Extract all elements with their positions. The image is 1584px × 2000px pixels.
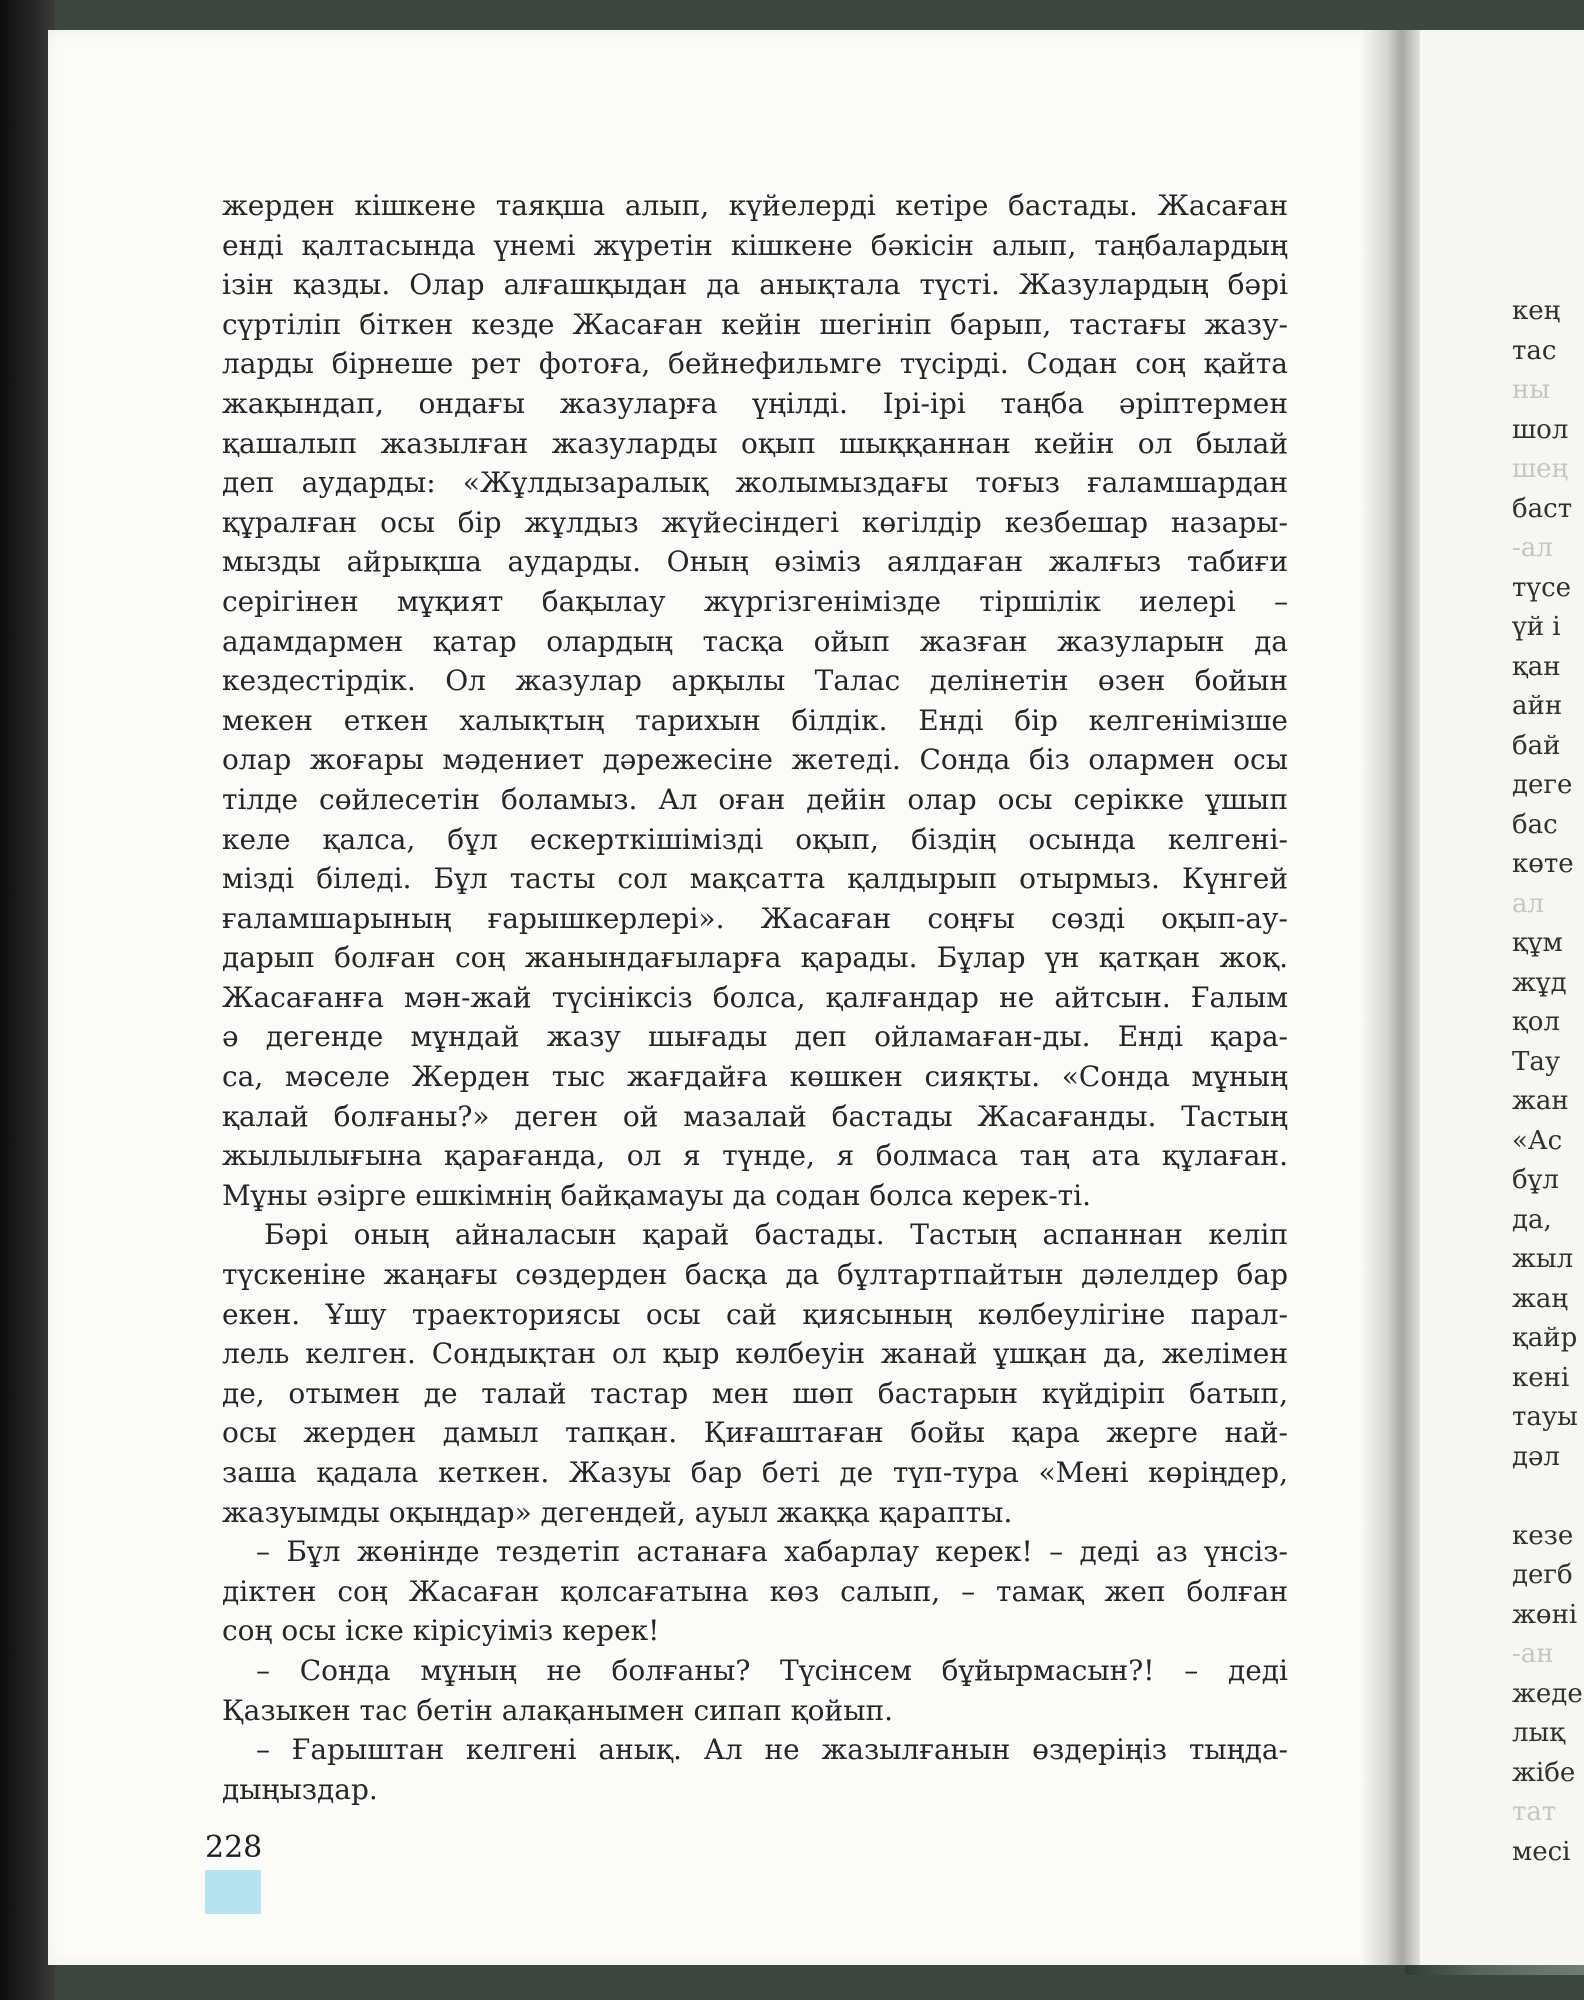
facing-text-fragment: жібе — [1512, 1757, 1576, 1788]
text-line: мызды айрықша аударды. Оның өзіміз аялдаған жалғыз табиғи — [222, 545, 1288, 579]
text-line: жазуымды оқыңдар» дегендей, ауыл жаққа қарапты. — [222, 1495, 1013, 1529]
text-line: де, отымен де талай тастар мен шөп бастарын күйдіріп батып, — [222, 1376, 1288, 1410]
text-line: адамдармен қатар олардың тасқа ойып жазған жазуларын да — [222, 624, 1288, 658]
text-line: мекен еткен халықтың тарихын білдік. Енді бір келгенімізше — [222, 703, 1288, 737]
facing-text-fragment: үй і — [1512, 612, 1561, 642]
text-line: соң осы іске кірісуіміз керек! — [222, 1614, 660, 1648]
facing-text-fragment: тат — [1512, 1797, 1557, 1827]
facing-text-fragment: кені — [1512, 1362, 1570, 1393]
facing-text-fragment: түсе — [1512, 572, 1572, 603]
facing-text-fragment: да, — [1512, 1204, 1552, 1235]
text-line: ә дегенде мұндай жазу шығады деп ойламаған-ды. Енді қара- — [222, 1020, 1288, 1054]
facing-text-fragment: жұд — [1512, 967, 1567, 998]
book-gutter — [1360, 30, 1420, 1965]
facing-text-fragment: лық — [1512, 1718, 1565, 1748]
text-line: жерден кішкене таяқша алып, күйелерді кетіре бастады. Жасаған — [222, 189, 1288, 222]
facing-text-fragment: жан — [1512, 1086, 1569, 1116]
text-line: Мұны әзірге ешкімнің байқамауы да содан болса керек-ті. — [222, 1178, 1092, 1212]
facing-text-fragment: дегб — [1512, 1560, 1573, 1590]
facing-text-fragment: шең — [1512, 454, 1569, 484]
text-line: – Ғарыштан келгені анық. Ал не жазылғанын өздеріңіз тыңда- — [256, 1733, 1288, 1767]
book-page-right-partial — [1420, 30, 1584, 1965]
text-line: серігінен мұқият бақылау жүргізгенімізде тіршілік иелері – — [222, 584, 1288, 618]
text-line: енді қалтасында үнемі жүретін кішкене бәкісін алып, таңбалардың — [222, 228, 1288, 262]
facing-text-fragment: қайр — [1512, 1323, 1578, 1353]
facing-text-fragment: кезе — [1512, 1520, 1574, 1551]
text-line: деп аударды: «Жұлдызаралық жолымыздағы тоғыз ғаламшардан — [222, 466, 1288, 500]
text-line: осы жерден дамыл тапқан. Қиғаштаған бойы қара жерге най- — [222, 1416, 1288, 1450]
text-line: заша қадала кеткен. Жазуы бар беті де түп-тура «Мені көріңдер, — [222, 1456, 1288, 1489]
text-line: лель келген. Сондықтан ол қыр көлбеуін жанай ұшқан да, желімен — [222, 1337, 1288, 1371]
facing-text-fragment: дәл — [1512, 1441, 1560, 1472]
facing-text-fragment: ал — [1512, 888, 1545, 919]
facing-text-fragment — [1512, 1477, 1583, 1517]
facing-text-fragment: қол — [1512, 1007, 1560, 1037]
facing-text-fragment: жөні — [1512, 1599, 1578, 1630]
facing-text-fragment: бұл — [1512, 1165, 1559, 1195]
text-line: са, мәселе Жерден тыс жағдайға көшкен сияқты. «Сонда мұның — [222, 1060, 1288, 1094]
facing-text-fragment: көте — [1512, 849, 1574, 879]
facing-text-fragment: бас — [1512, 809, 1558, 840]
text-line: ізін қазды. Олар алғашқыдан да анықтала түсті. Жазулардың бәрі — [222, 268, 1288, 302]
text-line: қалай болғаны?» деген ой мазалай бастады Жасағанды. Тастың — [222, 1099, 1288, 1133]
text-line: – Бұл жөнінде тездетіп астанаға хабарлау керек! – деді аз үнсіз- — [256, 1535, 1288, 1569]
text-line: сүртіліп біткен кезде Жасаған кейін шегініп барып, тастағы жазу- — [222, 307, 1288, 341]
facing-text-fragment: тауы — [1512, 1402, 1578, 1432]
page-number: 228 — [205, 1830, 263, 1865]
facing-text-fragment: шол — [1512, 414, 1569, 445]
text-line: Бәрі оның айналасын қарай бастады. Тастың аспаннан келіп — [264, 1218, 1288, 1252]
text-line: ғаламшарының ғарышкерлері». Жасаған соңғы сөзді оқып-ау- — [222, 901, 1288, 935]
text-line: екен. Ұшу траекториясы осы сай қиясының көлбеулігіне парал- — [222, 1297, 1288, 1331]
facing-text-fragment: жеде — [1512, 1678, 1583, 1709]
facing-text-fragment: жыл — [1512, 1244, 1574, 1274]
text-line: мізді біледі. Бұл тасты сол мақсатта қалдырып отырмыз. Күнгей — [222, 862, 1288, 896]
text-line: діктен соң Жасаған қолсағатына көз салып, – тамақ жеп болған — [222, 1574, 1288, 1608]
facing-text-fragment: баст — [1512, 493, 1573, 524]
text-line: Қазыкен тас бетін алақанымен сипап қойып. — [222, 1693, 894, 1727]
facing-text-fragment: -ал — [1512, 533, 1553, 563]
text-line: кездестірдік. Ол жазулар арқылы Талас делінетін өзен бойын — [222, 664, 1288, 698]
text-line: Жасағанға мән-жай түсініксіз болса, қалғандар не айтсын. Ғалым — [222, 980, 1288, 1014]
text-line: қашалып жазылған жазуларды оқып шыққаннан кейін ол былай — [222, 426, 1288, 460]
text-line: құралған осы бір жұлдыз жүйесіндегі көгілдір кезбешар назары- — [222, 505, 1288, 539]
facing-text-fragment: ны — [1512, 375, 1551, 405]
facing-text-fragment: кең — [1512, 296, 1561, 326]
text-line: дыңыздар. — [222, 1772, 378, 1806]
facing-text-fragment: деге — [1512, 770, 1573, 800]
text-line: жылылығына қарағанда, ол я түнде, я болмаса таң ата құлаған. — [222, 1139, 1288, 1173]
text-line: келе қалса, бұл ескерткішімізді оқып, біздің осында келгені- — [222, 822, 1288, 856]
facing-page-text — [1512, 292, 1583, 1872]
facing-text-fragment: құм — [1512, 928, 1563, 958]
facing-text-fragment: тас — [1512, 335, 1557, 366]
body-text — [222, 186, 1288, 1809]
facing-text-fragment: -ан — [1512, 1639, 1554, 1669]
text-line: – Сонда мұның не болғаны? Түсінсем бұйырмасын?! – деді — [256, 1653, 1288, 1687]
facing-text-fragment: Тау — [1512, 1046, 1561, 1077]
text-line: тілде сөйлесетін боламыз. Ал оған дейін олар осы серікке ұшып — [222, 782, 1288, 816]
facing-text-fragment: жаң — [1512, 1283, 1569, 1314]
facing-text-fragment: бай — [1512, 730, 1561, 761]
text-line: олар жоғары мәдениет дәрежесіне жетеді. Сонда біз олармен осы — [222, 743, 1288, 777]
page-number-marker — [205, 1870, 261, 1914]
text-line: түскеніне жаңағы сөздерден басқа да бұлтартпайтын дәлелдер бар — [222, 1258, 1288, 1292]
facing-text-fragment: айн — [1512, 691, 1563, 721]
text-line: жақындап, ондағы жазуларға үңілді. Ірі-ірі таңба әріптермен — [222, 386, 1288, 420]
text-line: ларды бірнеше рет фотоға, бейнефильмге түсірді. Содан соң қайта — [222, 347, 1288, 381]
facing-text-fragment: «Ас — [1512, 1125, 1563, 1156]
text-line: дарып болған соң жанындағыларға қарады. Бұлар үн қатқан жоқ. — [222, 941, 1288, 975]
facing-text-fragment: қан — [1512, 651, 1561, 682]
scanner-edge — [0, 0, 55, 2000]
facing-text-fragment: месі — [1512, 1836, 1571, 1867]
